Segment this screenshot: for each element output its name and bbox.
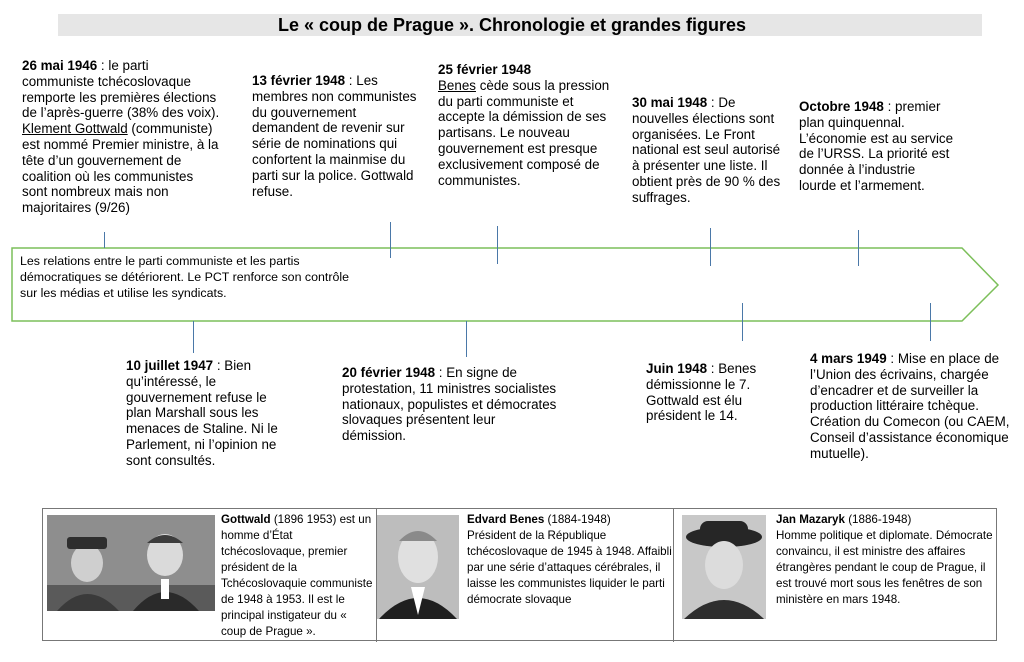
- bio-mazaryk-text: Jan Mazaryk (1886-1948) Homme politique et diplomate. Démocrate convaincu, il est ministre des affaires étrangères pendant le coup de Prague, il est trouvé mort sous les fenêtres de son ministère en mars 1948.: [776, 513, 993, 606]
- event-1947-07-10: 10 juillet 1947 : Bien qu’intéressé, le gouvernement refuse le plan Marshall sous les menaces de Staline. Ni le Parlement, ni l’opinion ne sont consultés.: [126, 358, 278, 468]
- bio-name: Edvard Benes: [467, 513, 545, 526]
- event-1946-05-26: 26 mai 1946 : le parti communiste tchécoslovaque remporte les premières élections de l’après-guerre (38% des voix). Klement Gottwald (communiste) est nommé Premier ministre, à la tête d’un gouvernement de coalition où les communistes sont nombreux mais non majoritaires (9/26): [22, 58, 220, 216]
- bio-name: Gottwald: [221, 513, 271, 526]
- event-1948-02-25: 25 février 1948 Benes cède sous la pression du parti communiste et accepte la démission de ses partisans. Le nouveau gouvernement est presque exclusivement composé de communistes.: [438, 62, 610, 188]
- tick-1949: [930, 303, 931, 341]
- event-1948-05-30: 30 mai 1948 : De nouvelles élections sont organisées. Le Front national est seul autorisé à présenter une liste. Il obtient près de 90 % des suffrages.: [632, 95, 781, 205]
- event-date: Juin 1948: [646, 361, 708, 376]
- event-1948-02-20: 20 février 1948 : En signe de protestation, 11 ministres socialistes nationaux, populistes et démocrates slovaques présentent leur démission.: [342, 365, 557, 444]
- event-1948-10: Octobre 1948 : premier plan quinquennal. L’économie est au service de l’URSS. La priorité est donnée à l’industrie lourde et l’armement.: [799, 99, 954, 193]
- bio-gottwald: [43, 509, 376, 642]
- tick-30m: [710, 228, 711, 266]
- page-title: Le « coup de Prague ». Chronologie et grandes figures: [277, 15, 747, 35]
- event-date: 4 mars 1949: [810, 351, 887, 366]
- benes-photo: [377, 515, 459, 619]
- mazaryk-photo: [682, 515, 766, 619]
- bio-gottwald-text: Gottwald (1896 1953) est un homme d’État tchécoslovaque, premier président de la Tchécoslovaquie communiste de 1948 à 1953. Il est le principal instigateur du « coup de Prague ».: [221, 513, 373, 638]
- event-date: 10 juillet 1947: [126, 358, 214, 373]
- tick-20f: [466, 321, 467, 357]
- tick-25f: [497, 226, 498, 264]
- timeline-summary: Les relations entre le parti communiste et les partis démocratiques se détériorent. Le PCT renforce son contrôle sur les médias et utilise les syndicats.: [20, 254, 349, 300]
- bio-benes-text: Edvard Benes (1884-1948) Président de la République tchécoslovaque de 1945 à 1948. Affaibli par une série d’attaques cérébrales, il laisse les communistes liquider le parti démocrate slovaque: [467, 513, 672, 606]
- event-1949-03-04: 4 mars 1949 : Mise en place de l’Union des écrivains, chargée d’encadrer et de surveiller la production littéraire tchèque. Création du Comecon (ou CAEM, Conseil d’assistance économique mutuelle).: [810, 351, 1010, 461]
- bio-mazaryk: [673, 509, 998, 642]
- bio-name: Jan Mazaryk: [776, 513, 845, 526]
- gottwald-photo: [47, 515, 215, 611]
- event-date: 26 mai 1946: [22, 58, 98, 73]
- event-date: Octobre 1948: [799, 99, 884, 114]
- tick-oct: [858, 230, 859, 266]
- event-date: 20 février 1948: [342, 365, 436, 380]
- tick-1947: [193, 321, 194, 353]
- benes-link: Benes: [438, 77, 476, 93]
- event-date: 13 février 1948: [252, 73, 346, 88]
- event-1948-06: Juin 1948 : Benes démissionne le 7. Gottwald est élu président le 14.: [646, 361, 757, 424]
- event-date: 30 mai 1948: [632, 95, 708, 110]
- tick-1946: [104, 232, 105, 248]
- event-date: 25 février 1948: [438, 62, 532, 77]
- biographies-table: [42, 508, 997, 641]
- event-1948-02-13: 13 février 1948 : Les membres non communistes du gouvernement demandent de revenir sur série de nominations qui confortent la mainmise du parti sur la police. Gottwald refuse.: [252, 73, 417, 199]
- tick-juin: [742, 303, 743, 341]
- gottwald-link: Klement Gottwald: [22, 121, 128, 137]
- tick-13f: [390, 222, 391, 258]
- bio-benes: [376, 509, 673, 642]
